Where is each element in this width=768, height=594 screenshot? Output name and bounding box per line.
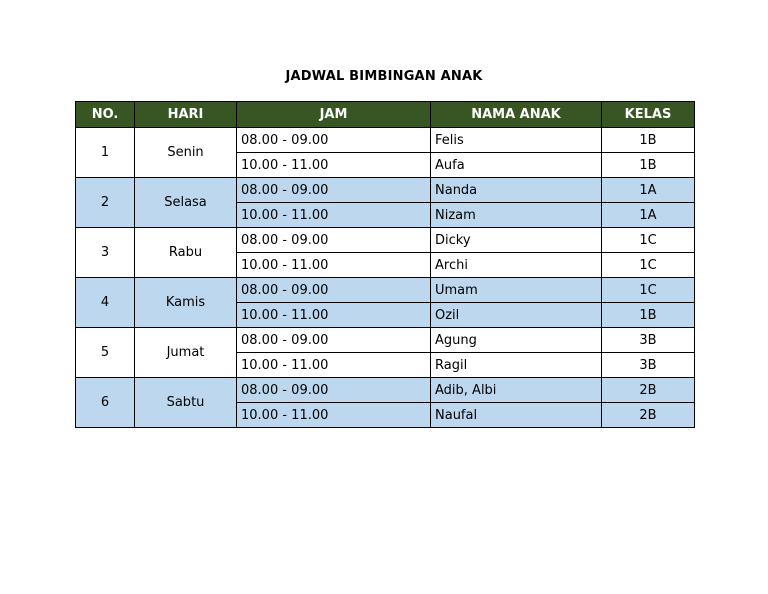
cell-jam: 08.00 - 09.00 [237, 228, 431, 253]
cell-nama-anak: Nizam [431, 203, 602, 228]
table-row [76, 228, 695, 253]
header-nama-anak: NAMA ANAK [431, 102, 602, 128]
document-title: JADWAL BIMBINGAN ANAK [285, 69, 483, 84]
table-row [76, 328, 695, 353]
cell-nama-anak: Felis [431, 128, 602, 153]
cell-hari: Kamis [135, 278, 237, 328]
cell-hari: Rabu [135, 228, 237, 278]
header-kelas: KELAS [602, 102, 695, 128]
header-row [76, 102, 695, 128]
cell-nama-anak: Agung [431, 328, 602, 353]
cell-kelas: 1B [602, 153, 695, 178]
cell-nama-anak: Nanda [431, 178, 602, 203]
cell-nama-anak: Aufa [431, 153, 602, 178]
cell-kelas: 2B [602, 378, 695, 403]
cell-no: 1 [76, 128, 135, 178]
header-hari: HARI [135, 102, 237, 128]
table-row [76, 178, 695, 203]
cell-jam: 08.00 - 09.00 [237, 278, 431, 303]
table-row [76, 128, 695, 153]
cell-jam: 08.00 - 09.00 [237, 378, 431, 403]
header-no: NO. [76, 102, 135, 128]
cell-jam: 10.00 - 11.00 [237, 203, 431, 228]
cell-nama-anak: Adib, Albi [431, 378, 602, 403]
cell-no: 5 [76, 328, 135, 378]
schedule-table [75, 101, 695, 428]
cell-jam: 10.00 - 11.00 [237, 303, 431, 328]
cell-hari: Sabtu [135, 378, 237, 428]
cell-hari: Senin [135, 128, 237, 178]
cell-nama-anak: Dicky [431, 228, 602, 253]
cell-no: 6 [76, 378, 135, 428]
cell-nama-anak: Archi [431, 253, 602, 278]
cell-kelas: 1A [602, 203, 695, 228]
cell-no: 2 [76, 178, 135, 228]
cell-jam: 08.00 - 09.00 [237, 328, 431, 353]
cell-no: 3 [76, 228, 135, 278]
cell-kelas: 1C [602, 278, 695, 303]
cell-kelas: 3B [602, 353, 695, 378]
cell-jam: 10.00 - 11.00 [237, 403, 431, 428]
cell-nama-anak: Umam [431, 278, 602, 303]
cell-hari: Selasa [135, 178, 237, 228]
cell-kelas: 3B [602, 328, 695, 353]
cell-nama-anak: Ozil [431, 303, 602, 328]
cell-jam: 08.00 - 09.00 [237, 178, 431, 203]
cell-kelas: 1C [602, 228, 695, 253]
cell-kelas: 1A [602, 178, 695, 203]
table-row [76, 278, 695, 303]
cell-kelas: 1B [602, 128, 695, 153]
cell-hari: Jumat [135, 328, 237, 378]
cell-nama-anak: Ragil [431, 353, 602, 378]
cell-nama-anak: Naufal [431, 403, 602, 428]
cell-no: 4 [76, 278, 135, 328]
cell-kelas: 1C [602, 253, 695, 278]
cell-kelas: 1B [602, 303, 695, 328]
cell-jam: 10.00 - 11.00 [237, 153, 431, 178]
cell-kelas: 2B [602, 403, 695, 428]
cell-jam: 10.00 - 11.00 [237, 253, 431, 278]
cell-jam: 08.00 - 09.00 [237, 128, 431, 153]
header-jam: JAM [237, 102, 431, 128]
table-row [76, 378, 695, 403]
cell-jam: 10.00 - 11.00 [237, 353, 431, 378]
